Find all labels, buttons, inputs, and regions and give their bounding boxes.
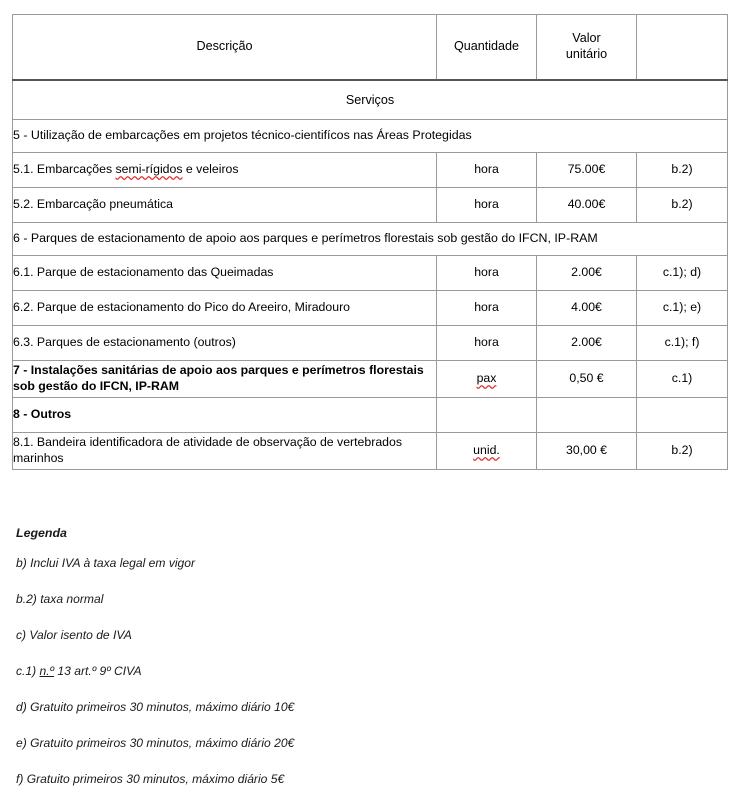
row-quantidade: hora xyxy=(437,291,537,326)
legend-item-prefix: c.1) xyxy=(16,664,40,678)
row-quantidade xyxy=(437,433,537,470)
banner-servicos: Serviços xyxy=(13,80,728,120)
row-nota: c.1); e) xyxy=(637,291,728,326)
spellcheck-word: unid. xyxy=(473,443,500,458)
column-header-valor-unitario xyxy=(537,15,637,81)
tariff-table xyxy=(12,14,728,470)
row-quantidade: hora xyxy=(437,256,537,291)
row-description: 8 - Outros xyxy=(13,398,437,433)
row-valor-unitario: 30,00 € xyxy=(537,433,637,470)
row-nota: c.1); f) xyxy=(637,326,728,361)
row-valor-unitario: 75.00€ xyxy=(537,153,637,188)
table-section-row xyxy=(13,120,728,153)
legend-item xyxy=(16,664,616,678)
row-valor-unitario: 40.00€ xyxy=(537,188,637,223)
row-quantidade: hora xyxy=(437,326,537,361)
row-valor-unitario: 4.00€ xyxy=(537,291,637,326)
row-description: 6.2. Parque de estacionamento do Pico do Areeiro, Miradouro xyxy=(13,291,437,326)
row-description: 6.1. Parque de estacionamento das Queimadas xyxy=(13,256,437,291)
row-nota: b.2) xyxy=(637,433,728,470)
section-title-5: 5 - Utilização de embarcações em projetos técnico-cientifícos nas Áreas Protegidas xyxy=(13,120,728,153)
table-header-row xyxy=(13,15,728,81)
row-description: 8.1. Bandeira identificadora de atividade de observação de vertebrados marinhos xyxy=(13,433,437,470)
row-nota: c.1); d) xyxy=(637,256,728,291)
row-description: 5.2. Embarcação pneumática xyxy=(13,188,437,223)
row-nota: b.2) xyxy=(637,153,728,188)
row-valor-unitario xyxy=(537,398,637,433)
row-nota: c.1) xyxy=(637,361,728,398)
legend-item: f) Gratuito primeiros 30 minutos, máximo diário 5€ xyxy=(16,772,285,786)
row-nota xyxy=(637,398,728,433)
table-row xyxy=(13,153,728,188)
column-header-valor-line2: unitário xyxy=(565,47,608,61)
column-header-nota xyxy=(637,15,728,81)
legend-item: e) Gratuito primeiros 30 minutos, máximo diário 20€ xyxy=(16,736,295,750)
row-valor-unitario: 2.00€ xyxy=(537,326,637,361)
table-row xyxy=(13,256,728,291)
table-row xyxy=(13,188,728,223)
legend-item: b) Inclui IVA à taxa legal em vigor xyxy=(16,556,196,570)
legend-item: d) Gratuito primeiros 30 minutos, máximo diário 10€ xyxy=(16,700,295,714)
table-row xyxy=(13,326,728,361)
row-description xyxy=(13,153,437,188)
row-quantidade: hora xyxy=(437,188,537,223)
row-valor-unitario: 0,50 € xyxy=(537,361,637,398)
table-row xyxy=(13,433,728,470)
column-header-descricao: Descrição xyxy=(13,15,437,81)
row-valor-unitario: 2.00€ xyxy=(537,256,637,291)
row-quantidade: hora xyxy=(437,153,537,188)
legend-item: c) Valor isento de IVA xyxy=(16,628,132,642)
legend-item-suffix: 13 art.º 9º CIVA xyxy=(54,664,142,678)
legend-block xyxy=(16,526,616,786)
row-description: 6.3. Parques de estacionamento (outros) xyxy=(13,326,437,361)
spellcheck-word: pax xyxy=(476,371,497,386)
table-row xyxy=(13,398,728,433)
legend-item-underlined: n.º xyxy=(39,664,55,678)
row-nota: b.2) xyxy=(637,188,728,223)
table-banner-row xyxy=(13,80,728,120)
row-description: 7 - Instalações sanitárias de apoio aos parques e perímetros florestais sob gestão do IFCN, IP-RAM xyxy=(13,361,437,398)
column-header-quantidade: Quantidade xyxy=(437,15,537,81)
table-row xyxy=(13,291,728,326)
spellcheck-word: semi-rígidos xyxy=(115,162,183,177)
section-title-6: 6 - Parques de estacionamento de apoio aos parques e perímetros florestais sob gestão do IFCN, IP-RAM xyxy=(13,223,728,256)
description-prefix: 5.1. Embarcações xyxy=(13,162,116,177)
legend-title: Legenda xyxy=(16,526,67,540)
table-section-row xyxy=(13,223,728,256)
column-header-valor-line1: Valor xyxy=(572,31,601,46)
row-quantidade xyxy=(437,398,537,433)
table-row xyxy=(13,361,728,398)
row-quantidade xyxy=(437,361,537,398)
legend-item: b.2) taxa normal xyxy=(16,592,104,606)
description-suffix: e veleiros xyxy=(182,162,239,177)
